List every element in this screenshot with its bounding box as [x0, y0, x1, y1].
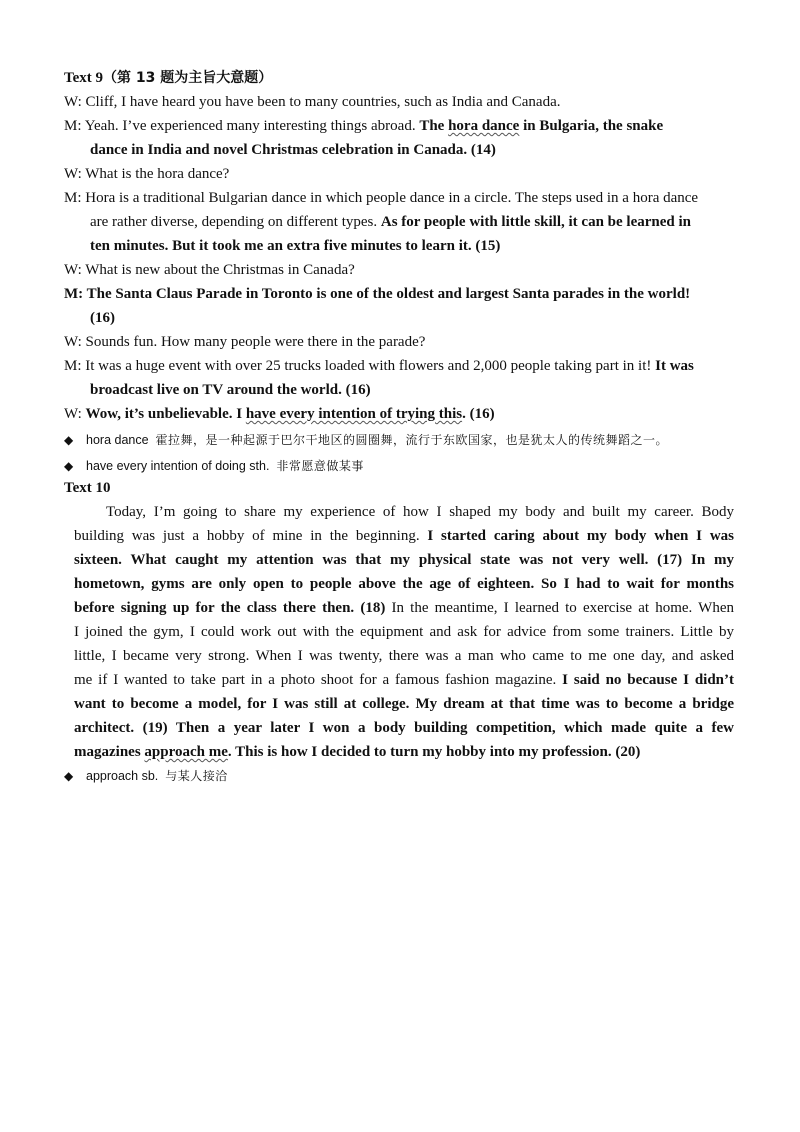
bold-text: sixteen. What caught my attention was that my physical state was not very well. (17) In my [74, 552, 734, 568]
bold-text: I said no because I didn’t [562, 672, 735, 688]
dialogue-line [64, 356, 694, 376]
dialogue-line: W: What is the hora dance? [64, 166, 230, 182]
dialogue-text: M: It was a huge event with over 25 trucks loaded with flowers and 2,000 people taking part in it! [64, 358, 656, 374]
vocab-note [64, 430, 668, 450]
note-gloss: 霍拉舞，是一种起源于巴尔干地区的圆圈舞，流行于东欧国家，也是犹太人的传统舞蹈之一。 [155, 433, 669, 447]
dialogue-text: W: [64, 406, 86, 422]
bullet-diamond-icon: ◆ [64, 433, 74, 447]
dialogue-text: M: Yeah. I’ve experienced many interesting things abroad. [64, 118, 420, 134]
dialogue-line [64, 404, 495, 424]
bullet-diamond-icon: ◆ [64, 769, 74, 783]
paragraph-line [74, 694, 734, 714]
bold-text: . This is how I decided to turn my hobby into my profession. (20) [227, 744, 641, 760]
note-term: have every intention of doing sth. [86, 459, 270, 473]
bold-text: hometown, gyms are only open to people above the age of eighteen. So I had to wait for months [74, 576, 734, 592]
paragraph-line [74, 718, 734, 738]
bold-text: As for people with little skill, it can be learned in [380, 214, 691, 230]
dialogue-line [90, 308, 115, 328]
paragraph-line [74, 670, 734, 690]
dialogue-line [90, 140, 496, 160]
bold-text: in Bulgaria, the snake [519, 118, 664, 134]
underlined-term: approach me [144, 744, 228, 760]
text9-heading [64, 68, 272, 88]
note-gloss: 非常愿意做某事 [276, 459, 364, 473]
paragraph-line [74, 550, 734, 570]
paragraph-text: me if I wanted to take part in a photo shoot for a famous fashion magazine. [74, 672, 563, 688]
bold-text: magazines [74, 744, 145, 760]
bold-text: (16) [90, 310, 115, 326]
dialogue-line: M: Hora is a traditional Bulgarian dance in which people dance in a circle. The steps used in a hora dance [64, 190, 699, 206]
underlined-term: hora dance [448, 118, 520, 134]
bold-text: architect. (19) Then a year later I won a body building competition, which made quite a few [74, 720, 734, 736]
paragraph-line [74, 598, 734, 618]
text10-heading: Text 10 [64, 480, 111, 496]
paragraph-text: In the meantime, I learned to exercise at home. When [385, 600, 735, 616]
bold-text: The [419, 118, 449, 134]
note-term: hora dance [86, 433, 149, 447]
note-gloss: 与某人接洽 [165, 769, 228, 783]
bold-text: I started caring about my body when I was [427, 528, 734, 544]
paragraph-line [74, 526, 734, 546]
paragraph-line: I joined the gym, I could work out with the equipment and ask for advice from some trainers. Little by [74, 624, 734, 640]
dialogue-line [64, 116, 663, 136]
underlined-term: have every intention of trying this [245, 406, 463, 422]
dialogue-line [64, 284, 690, 304]
bold-text: before signing up for the class there then. (18) [74, 600, 386, 616]
dialogue-line: W: What is new about the Christmas in Canada? [64, 262, 355, 278]
paragraph-text: building was just a hobby of mine in the beginning. [74, 528, 428, 544]
text9-heading-en: Text 9 [64, 70, 104, 86]
paragraph-line: Today, I’m going to share my experience of how I shaped my body and built my career. Body [106, 504, 734, 520]
dialogue-text: are rather diverse, depending on different types. [90, 214, 381, 230]
bold-text: Wow, it’s unbelievable. I [85, 406, 246, 422]
bold-text: want to become a model, for I was still at college. My dream at that time was to become a bridge [74, 696, 734, 712]
bold-text: dance in India and novel Christmas celebration in Canada. (14) [90, 142, 496, 158]
bold-text: ten minutes. But it took me an extra five minutes to learn it. (15) [90, 238, 501, 254]
vocab-note [64, 456, 364, 476]
paragraph-line: little, I became very strong. When I was twenty, there was a man who came to me one day, and asked [74, 648, 734, 664]
dialogue-line [90, 380, 371, 400]
paragraph-line [74, 742, 640, 762]
bullet-diamond-icon: ◆ [64, 459, 74, 473]
dialogue-line [90, 236, 500, 256]
dialogue-line: W: Cliff, I have heard you have been to many countries, such as India and Canada. [64, 94, 561, 110]
text9-heading-cn: （第 13 题为主旨大意题） [103, 70, 273, 86]
dialogue-line [90, 212, 691, 232]
bold-text: broadcast live on TV around the world. (16) [90, 382, 371, 398]
bold-text: M: The Santa Claus Parade in Toronto is one of the oldest and largest Santa parades in the world! [64, 286, 691, 302]
paragraph-line [74, 574, 734, 594]
dialogue-line: W: Sounds fun. How many people were there in the parade? [64, 334, 426, 350]
note-term: approach sb. [86, 769, 159, 783]
bold-text: . (16) [462, 406, 495, 422]
vocab-note [64, 766, 228, 786]
bold-text: It was [655, 358, 694, 374]
